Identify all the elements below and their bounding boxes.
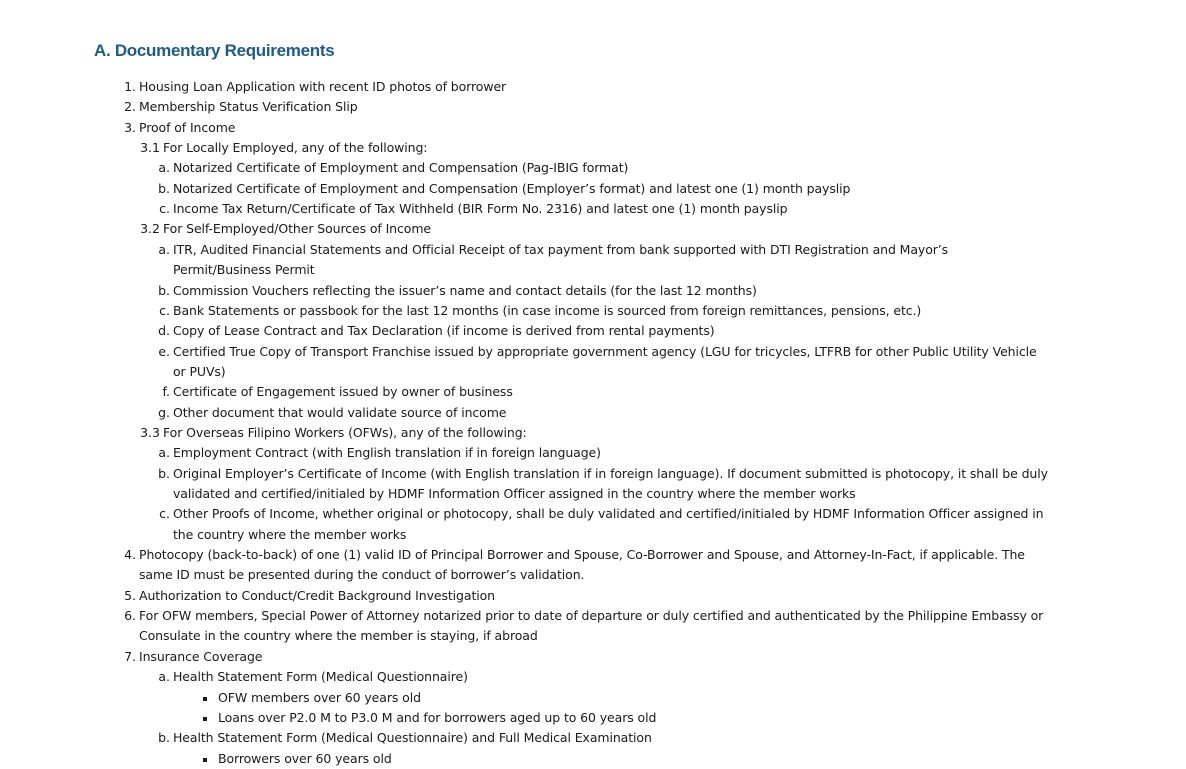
- list-item-text: same ID must be presented during the conduct of borrower’s validation.: [139, 567, 585, 583]
- list-item-text: Proof of Income: [139, 119, 236, 135]
- list-marker: b.: [158, 180, 170, 196]
- bullet-icon: [203, 717, 207, 721]
- list-marker: f.: [162, 384, 170, 400]
- section-heading: A. Documentary Requirements: [94, 41, 335, 60]
- list-item-text: Bank Statements or passbook for the last 12 months (in case income is sourced from foreign remittances, pensions, etc.): [173, 302, 922, 318]
- list-marker: b.: [158, 465, 170, 481]
- list-marker: a.: [158, 160, 170, 176]
- list-item-text: Commission Vouchers reflecting the issuer’s name and contact details (for the last 12 months): [173, 282, 757, 298]
- list-item-text: For Locally Employed, any of the following:: [163, 140, 428, 156]
- list-item-text: For OFW members, Special Power of Attorney notarized prior to date of departure or duly certified and authenticated by the Philippine Embassy or: [139, 608, 1044, 624]
- list-marker: 3.3: [140, 424, 160, 440]
- list-marker: 3.1: [140, 140, 160, 156]
- list-item-text: the country where the member works: [173, 526, 407, 542]
- list-item-text: Notarized Certificate of Employment and Compensation (Employer’s format) and latest one (1) month payslip: [173, 180, 851, 196]
- list-marker: c.: [159, 201, 170, 217]
- list-item-text: OFW members over 60 years old: [218, 689, 421, 705]
- list-item-text: Certificate of Engagement issued by owner of business: [173, 384, 513, 400]
- list-item-text: Health Statement Form (Medical Questionnaire): [173, 669, 468, 685]
- list-item-text: Housing Loan Application with recent ID photos of borrower: [139, 79, 507, 94]
- list-item-text: Certified True Copy of Transport Franchise issued by appropriate government agency (LGU for tricycles, LTFRB for other Public Utility Vehicle: [173, 343, 1037, 359]
- list-marker: 5.: [124, 587, 136, 603]
- list-marker: a.: [158, 445, 170, 461]
- bullet-icon: [203, 758, 207, 762]
- list-item-text: Borrowers over 60 years old: [218, 750, 392, 766]
- list-item-text: Photocopy (back-to-back) of one (1) valid ID of Principal Borrower and Spouse, Co-Borrower and Spouse, and Attorney-In-Fact, if applicable. The: [139, 547, 1025, 563]
- list-item-text: Income Tax Return/Certificate of Tax Withheld (BIR Form No. 2316) and latest one (1) month payslip: [173, 201, 788, 217]
- list-item-text: Loans over P2.0 M to P3.0 M and for borrowers aged up to 60 years old: [218, 709, 657, 725]
- list-item-text: or PUVs): [173, 363, 226, 379]
- list-item-text: For Self-Employed/Other Sources of Income: [163, 221, 431, 237]
- list-item-text: Authorization to Conduct/Credit Background Investigation: [139, 587, 495, 603]
- list-marker: 7.: [124, 648, 136, 664]
- list-item-text: Copy of Lease Contract and Tax Declaration (if income is derived from rental payments): [173, 323, 715, 339]
- list-item-text: validated and certified/initialed by HDMF Information Officer assigned in the country where the member works: [173, 486, 856, 501]
- list-item-text: Notarized Certificate of Employment and Compensation (Pag-IBIG format): [173, 160, 629, 176]
- list-item-text: For Overseas Filipino Workers (OFWs), any of the following:: [163, 424, 527, 440]
- list-marker: a.: [158, 241, 170, 257]
- list-item-text: Other Proofs of Income, whether original or photocopy, shall be duly validated and certified/initialed by HDMF Information Officer assigned in: [173, 506, 1044, 522]
- list-item-text: Original Employer’s Certificate of Income (with English translation if in foreign language). If document submitted is photocopy, it shall be duly: [173, 465, 1048, 481]
- list-item-text: Permit/Business Permit: [173, 262, 315, 278]
- list-marker: 6.: [124, 608, 136, 624]
- list-item-text: ITR, Audited Financial Statements and Official Receipt of tax payment from bank supported with DTI Registration and Mayor’s: [173, 241, 949, 257]
- list-item-text: Consulate in the country where the member is staying, if abroad: [139, 628, 538, 644]
- list-item-text: Employment Contract (with English translation if in foreign language): [173, 445, 601, 461]
- list-item-text: Membership Status Verification Slip: [139, 99, 358, 115]
- list-item-text: Insurance Coverage: [139, 648, 263, 664]
- list-marker: c.: [159, 302, 170, 318]
- list-marker: a.: [158, 669, 170, 685]
- list-marker: e.: [158, 343, 170, 359]
- list-marker: b.: [158, 730, 170, 746]
- list-item-text: Health Statement Form (Medical Questionnaire) and Full Medical Examination: [173, 730, 652, 746]
- list-marker: 4.: [124, 547, 136, 563]
- bullet-icon: [203, 697, 207, 701]
- list-marker: g.: [158, 404, 170, 420]
- list-marker: c.: [159, 506, 170, 522]
- list-marker: 3.2: [140, 221, 160, 237]
- list-marker: b.: [158, 282, 170, 298]
- list-marker: d.: [158, 323, 170, 339]
- list-item-text: Other document that would validate source of income: [173, 404, 507, 420]
- list-marker: 2.: [124, 99, 136, 115]
- list-marker: 3.: [124, 119, 136, 135]
- list-marker: 1.: [124, 79, 136, 94]
